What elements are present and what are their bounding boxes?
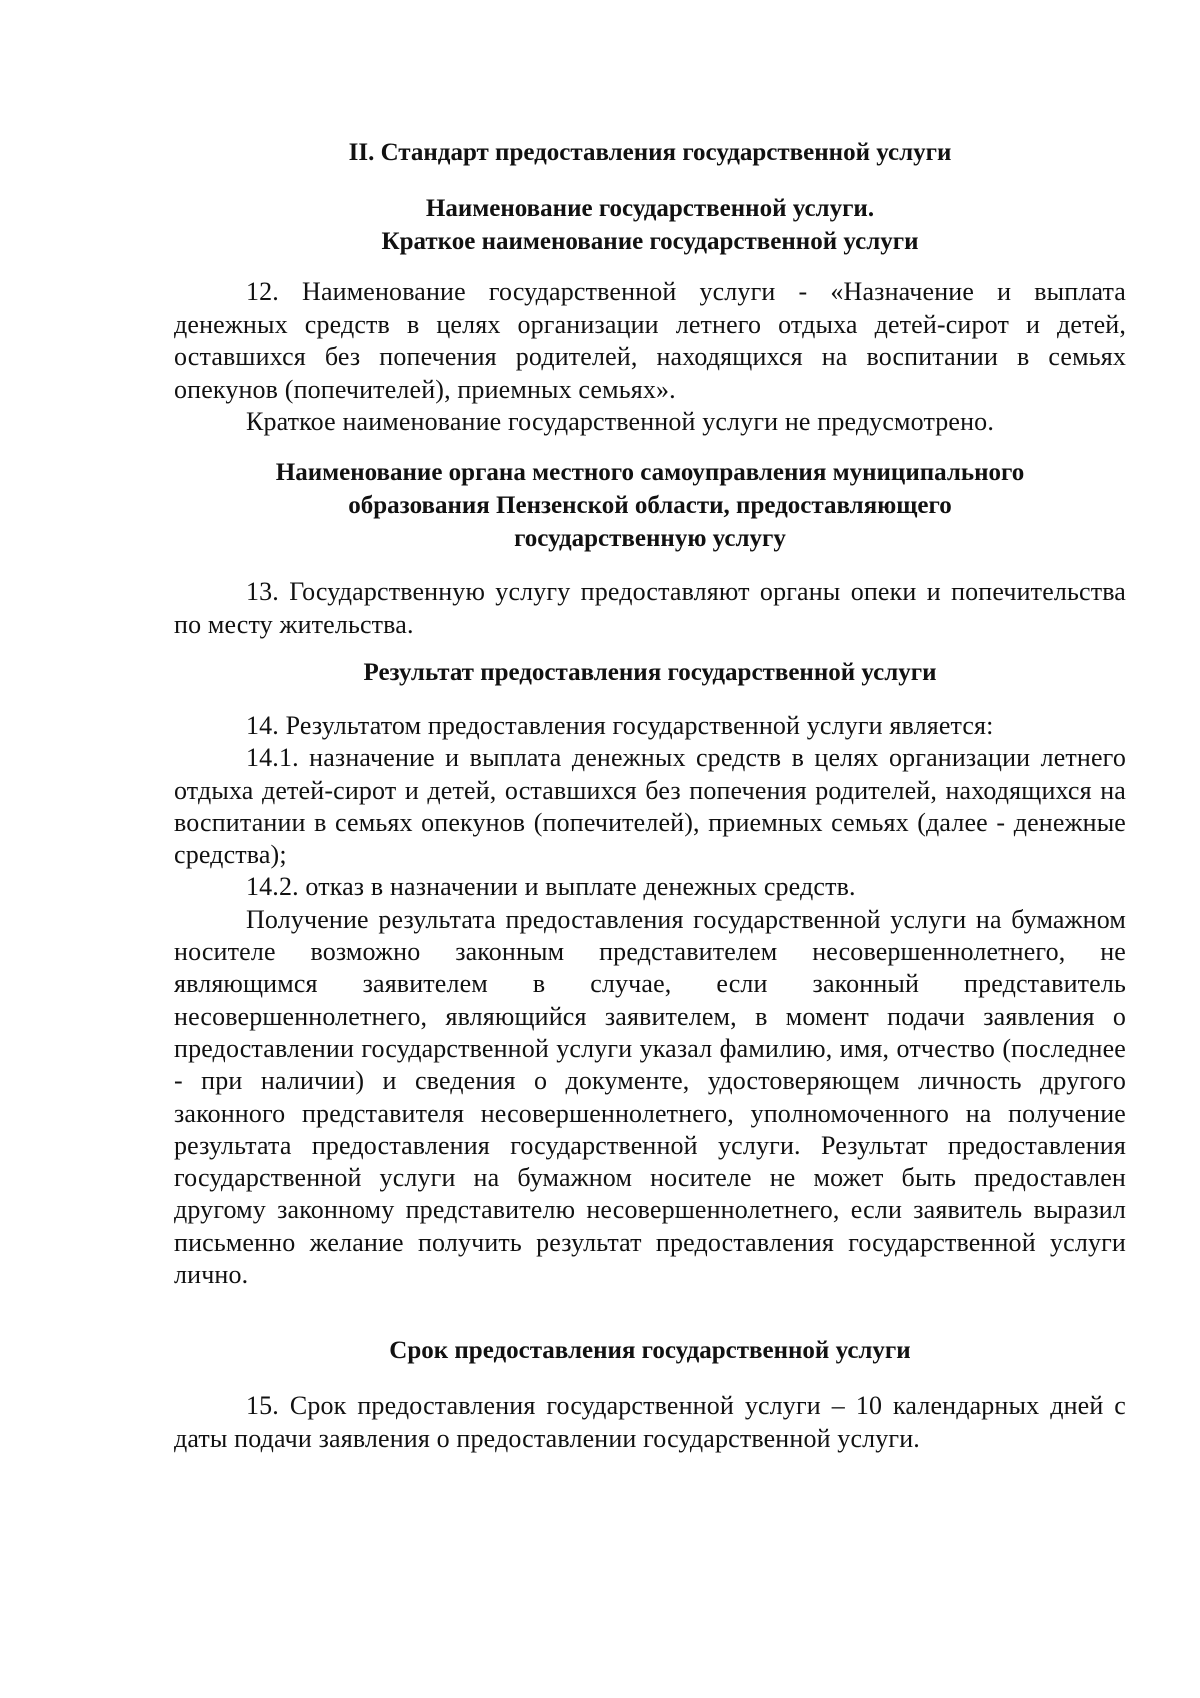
paragraph-14: 14. Результатом предоставления государственной услуги является: <box>246 711 994 740</box>
paragraph-12: 12. Наименование государственной услуги - «Назначение и выплата денежных средств в целях организации летнего отдыха детей-сирот и детей, оставшихся без попечения родителей, находящихся на воспитании в семьях опекунов (попечителей), приемных семьях». <box>174 277 1126 404</box>
term-heading: Срок предоставления государственной услуги <box>389 1337 911 1364</box>
section-title: II. Стандарт предоставления государственной услуги <box>348 139 952 166</box>
section-title-block <box>174 136 1126 169</box>
authority-heading-block <box>174 456 1126 555</box>
authority-heading-line3: государственную услугу <box>514 525 786 552</box>
paragraph-15: 15. Срок предоставления государственной услуги – 10 календарных дней с даты подачи заявления о предоставлении государственной услуги. <box>174 1391 1126 1453</box>
result-heading: Результат предоставления государственной услуги <box>363 659 937 686</box>
paragraph-14-block <box>174 710 1126 1291</box>
service-name-heading-block <box>174 192 1126 258</box>
paragraph-12-short-name: Краткое наименование государственной услуги не предусмотрено. <box>246 407 994 436</box>
paragraph-15-block <box>174 1390 1126 1455</box>
paragraph-13: 13. Государственную услугу предоставляют органы опеки и попечительства по месту жительства. <box>174 577 1126 639</box>
service-name-heading-line1: Наименование государственной услуги. <box>425 195 875 222</box>
paragraph-14-2: 14.2. отказ в назначении и выплате денежных средств. <box>246 872 856 902</box>
paragraph-12-block <box>174 276 1126 439</box>
paragraph-13-block <box>174 576 1126 641</box>
authority-heading-line1: Наименование органа местного самоуправления муниципального <box>275 459 1025 486</box>
paragraph-14-receipt: Получение результата предоставления государственной услуги на бумажном носителе возможно законным представителем несовершеннолетнего, не являющимся заявителем в случае, если законный представитель несовершеннолетнего, являющийся заявителем, в момент подачи заявления о предоставлении государственной услуги указал фамилию, имя, отчество (последнее - при наличии) и сведения о документе, удостоверяющем личность другого законного представителя несовершеннолетнего, уполномоченного на получение результата предоставления государственной услуги. Результат предоставления государственной услуги на бумажном носителе не может быть предоставлен другому законному представителю несовершеннолетнего, если заявитель выразил письменно желание получить результат предоставления государственной услуги лично. <box>174 904 1126 1290</box>
paragraph-14-1: 14.1. назначение и выплата денежных средств в целях организации летнего отдыха детей-сирот и детей, оставшихся без попечения родителей, находящихся на воспитании в семьях опекунов (попечителей), приемных семьях (далее - денежные средства); <box>174 743 1126 870</box>
service-name-heading-line2: Краткое наименование государственной услуги <box>381 228 919 255</box>
result-heading-block <box>174 656 1126 689</box>
term-heading-block <box>174 1334 1126 1367</box>
authority-heading-line2: образования Пензенской области, предоставляющего <box>348 492 952 519</box>
